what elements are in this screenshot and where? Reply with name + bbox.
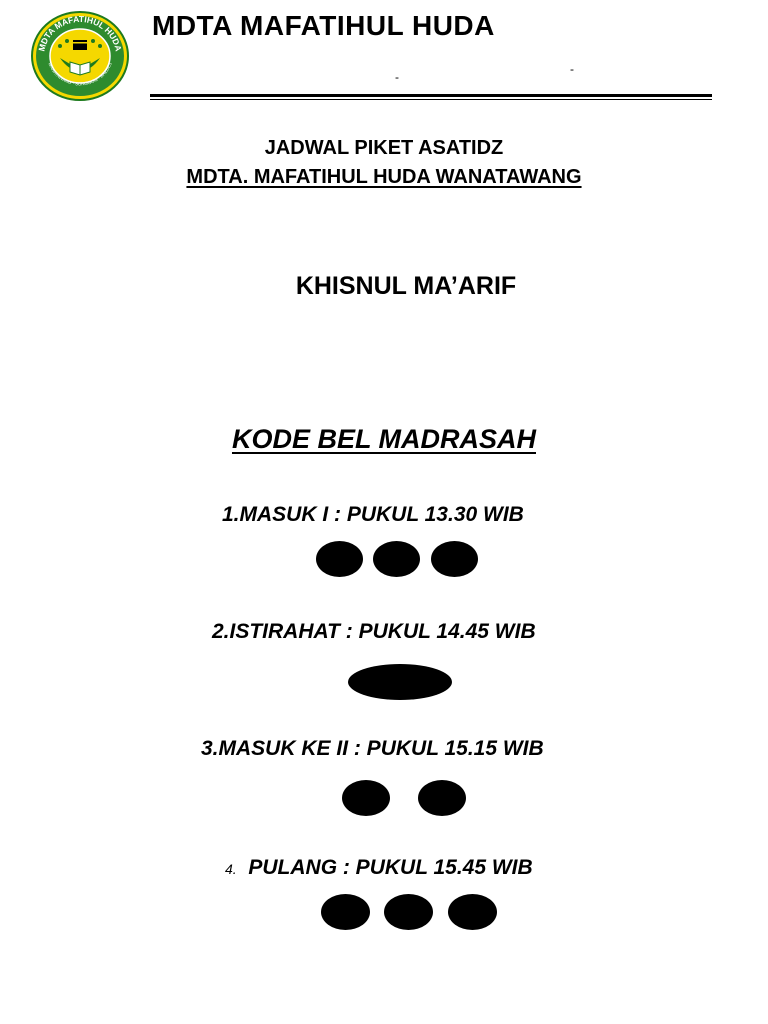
- document-title-line2-text: MDTA. MAFATIHUL HUDA WANATAWANG: [186, 166, 582, 188]
- bell-item-4: [225, 856, 533, 880]
- document-title-line1: JADWAL PIKET ASATIDZ: [264, 137, 504, 159]
- bell-ring-dot: [321, 894, 370, 930]
- bell-ring-dot: [316, 541, 363, 577]
- bell-item-text: PULANG : PUKUL 15.45 WIB: [248, 856, 533, 879]
- header-rule-thin: [150, 99, 712, 100]
- bell-ring-dot: [342, 780, 390, 816]
- bell-item-number: 2.: [212, 620, 230, 643]
- bell-item-number: 3.: [201, 737, 219, 760]
- bell-ring-dot: [373, 541, 420, 577]
- bell-item-number: 4.: [225, 861, 237, 877]
- bell-item-number: 1.: [222, 503, 240, 526]
- document-title-line2: [0, 166, 768, 189]
- bell-item-3: [201, 737, 544, 761]
- school-emblem-icon: [30, 10, 130, 102]
- bell-ring-dot: [448, 894, 497, 930]
- school-logo: [30, 10, 130, 102]
- header-dash-left: -: [395, 70, 399, 84]
- bell-ring-long-dot: [348, 664, 452, 700]
- logo-ring-text-bottom: WANATAWANG · SONGGOM · BREBES: [47, 61, 113, 87]
- header-dash-right: -: [570, 62, 574, 76]
- bell-codes-heading-text: KODE BEL MADRASAH: [231, 424, 536, 454]
- bell-ring-dot: [431, 541, 478, 577]
- bell-ring-dot: [418, 780, 466, 816]
- logo-ring-text-top: MDTA MAFATIHUL HUDA: [36, 13, 124, 53]
- bell-item-1: [222, 503, 524, 527]
- bell-item-text: ISTIRAHAT : PUKUL 14.45 WIB: [229, 620, 536, 643]
- bell-codes-heading: [0, 424, 768, 455]
- bell-item-2: [212, 620, 536, 644]
- bell-item-text: MASUK KE II : PUKUL 15.15 WIB: [218, 737, 544, 760]
- school-name: MDTA MAFATIHUL HUDA: [152, 10, 495, 41]
- bell-item-text: MASUK I : PUKUL 13.30 WIB: [239, 503, 524, 526]
- header-rule-thick: [150, 94, 712, 97]
- person-name: KHISNUL MA’ARIF: [295, 272, 517, 300]
- bell-ring-dot: [384, 894, 433, 930]
